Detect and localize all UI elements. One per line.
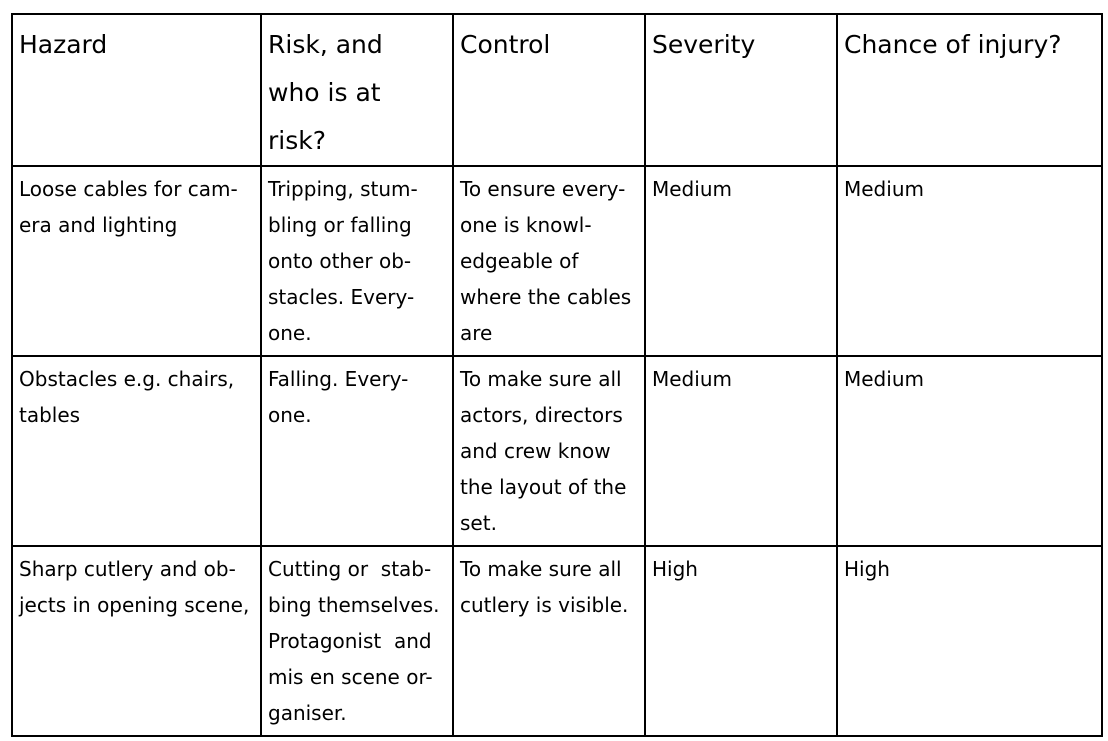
cell-line: onto other ob- (268, 249, 412, 273)
cell-chance (837, 546, 1102, 736)
header-chance (837, 14, 1102, 166)
cell-line: Tripping, stum- (268, 177, 418, 201)
header-risk-line-1: Risk, and (268, 30, 383, 59)
table-row (12, 166, 1102, 356)
header-row (12, 14, 1102, 166)
header-risk-line-2: who is at (268, 78, 381, 107)
header-control (453, 14, 645, 166)
cell-severity (645, 166, 837, 356)
cell-control (453, 166, 645, 356)
cell-line: Medium (844, 177, 924, 201)
cell-line: High (844, 557, 890, 581)
cell-line: High (652, 557, 698, 581)
cell-line: Cutting or stab- (268, 557, 432, 581)
cell-line: Sharp cutlery and ob- (19, 557, 236, 581)
cell-line: and crew know (460, 439, 611, 463)
header-control-text: Control (460, 30, 551, 59)
cell-line: Medium (652, 177, 732, 201)
header-severity-text: Severity (652, 30, 756, 59)
risk-assessment-table (11, 13, 1103, 737)
cell-line: cutlery is visible. (460, 593, 629, 617)
cell-line: Loose cables for cam- (19, 177, 238, 201)
table-row (12, 356, 1102, 546)
cell-line: Obstacles e.g. chairs, (19, 367, 235, 391)
cell-line: Protagonist and (268, 629, 432, 653)
cell-line: Falling. Every- (268, 367, 409, 391)
cell-line: To ensure every- (460, 177, 626, 201)
cell-line: tables (19, 403, 81, 427)
cell-line: edgeable of (460, 249, 579, 273)
cell-line: Medium (844, 367, 924, 391)
cell-hazard (12, 356, 261, 546)
header-severity (645, 14, 837, 166)
header-risk-line-3: risk? (268, 126, 326, 155)
cell-line: stacles. Every- (268, 285, 415, 309)
cell-line: To make sure all (460, 367, 622, 391)
cell-hazard (12, 166, 261, 356)
header-hazard (12, 14, 261, 166)
cell-control (453, 356, 645, 546)
cell-line: the layout of the (460, 475, 627, 499)
header-chance-text: Chance of injury? (844, 30, 1062, 59)
cell-line: jects in opening scene, (19, 593, 250, 617)
cell-control (453, 546, 645, 736)
cell-line: Medium (652, 367, 732, 391)
cell-line: set. (460, 511, 497, 535)
table-row (12, 546, 1102, 736)
cell-line: bling or falling (268, 213, 412, 237)
cell-severity (645, 356, 837, 546)
cell-line: are (460, 321, 493, 345)
cell-severity (645, 546, 837, 736)
cell-line: To make sure all (460, 557, 622, 581)
cell-line: one. (268, 403, 312, 427)
cell-line: bing themselves. (268, 593, 440, 617)
cell-risk (261, 546, 453, 736)
header-hazard-text: Hazard (19, 30, 108, 59)
cell-line: ganiser. (268, 701, 347, 725)
cell-hazard (12, 546, 261, 736)
cell-risk (261, 356, 453, 546)
cell-line: where the cables (460, 285, 632, 309)
cell-line: mis en scene or- (268, 665, 433, 689)
cell-chance (837, 356, 1102, 546)
cell-line: one. (268, 321, 312, 345)
cell-risk (261, 166, 453, 356)
cell-line: one is knowl- (460, 213, 592, 237)
cell-line: era and lighting (19, 213, 178, 237)
cell-chance (837, 166, 1102, 356)
cell-line: actors, directors (460, 403, 623, 427)
header-risk (261, 14, 453, 166)
